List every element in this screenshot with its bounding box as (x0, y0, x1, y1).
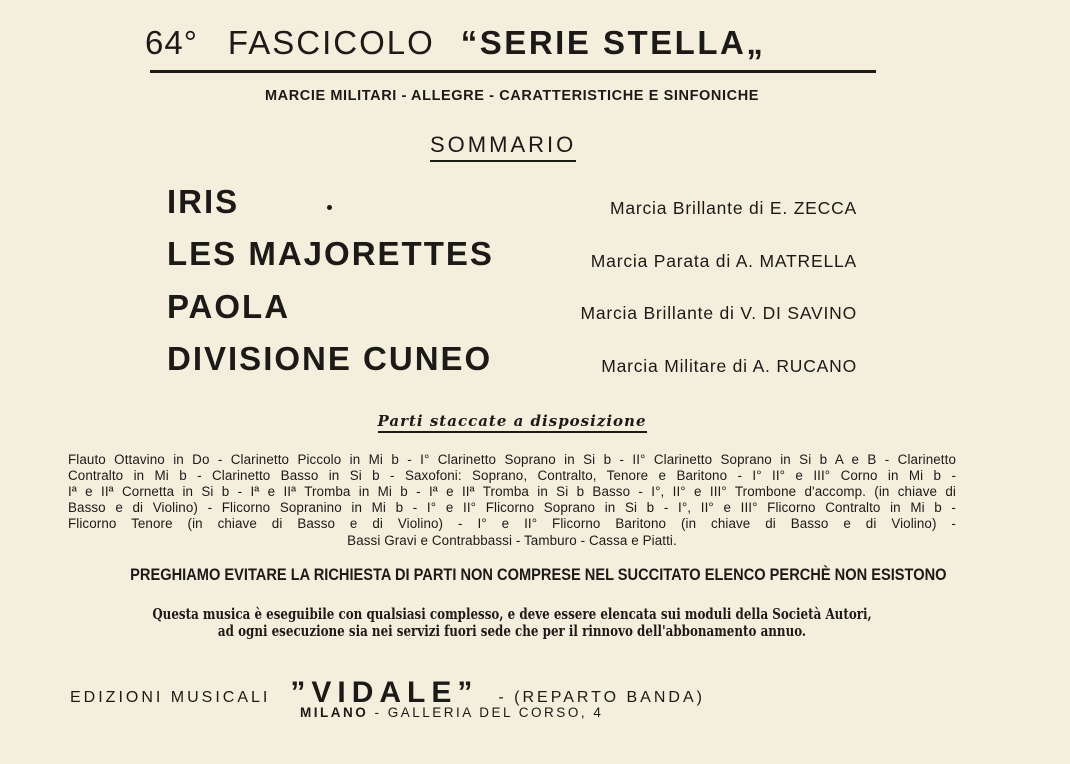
publisher-name: ”VIDALE” (290, 676, 479, 709)
subtitle (0, 88, 1024, 104)
summary-heading: SOMMARIO (430, 132, 576, 162)
city-label: MILANO (300, 705, 369, 720)
issue-number: 64° (145, 24, 198, 61)
parts-heading-text: Parti staccate a disposizione (378, 412, 647, 433)
issue-label: FASCICOLO (227, 24, 435, 61)
page-title (145, 24, 880, 62)
series-name: “SERIE STELLA„ (460, 24, 766, 61)
parts-heading (0, 412, 1024, 430)
warning-text: PREGHIAMO EVITARE LA RICHIESTA DI PARTI NON COMPRESE NEL SUCCITATO ELENCO PERCHÈ NON ESISTONO (130, 565, 947, 584)
editions-label: EDIZIONI MUSICALI (70, 689, 271, 706)
dot-mark (327, 205, 332, 210)
parts-list-line: Bassi Gravi e Contrabbassi - Tamburo - Cassa e Piatti. (347, 533, 677, 548)
toc-entry-title: LES MAJORETTES (167, 235, 494, 272)
toc-entry-description: Marcia Brillante di V. DI SAVINO (580, 303, 857, 323)
parts-list-line: Contralto in Mi b - Clarinetto Basso in Si b - Saxofoni: Soprano, Contralto, Tenore e Baritono - I° II° e III° Corno in Mi b - (68, 468, 956, 483)
street-address: - GALLERIA DEL CORSO, 4 (374, 705, 604, 720)
subtitle-text: MARCIE MILITARI - ALLEGRE - CARATTERISTICHE E SINFONICHE (264, 88, 760, 104)
toc-entry-description: Marcia Parata di A. MATRELLA (590, 251, 857, 271)
parts-list-line: Flauto Ottavino in Do - Clarinetto Piccolo in Mi b - I° Clarinetto Soprano in Si b - II° Clarinetto Soprano in Si b A e B - Clarinetto (68, 452, 956, 467)
toc-entry-description: Marcia Militare di A. RUCANO (601, 356, 857, 376)
toc-entry-title: PAOLA (167, 288, 291, 325)
toc-entry-title: IRIS (167, 183, 240, 220)
performance-note: ad ogni esecuzione sia nei servizi fuori sede che per il rinnovo dell'abbonamento annuo. (217, 623, 807, 640)
toc-entry-description: Marcia Brillante di E. ZECCA (609, 198, 857, 218)
department-label: - (REPARTO BANDA) (498, 689, 705, 706)
parts-list-line: Iª e IIª Cornetta in Si b - Iª e IIª Tromba in Mi b - Iª e IIª Tromba in Si b Basso - I°, II° e III° Trombone d'accomp. (in chiave di (68, 484, 956, 499)
title-rule (150, 70, 876, 73)
publisher-address (300, 705, 603, 720)
toc-entry-title: DIVISIONE CUNEO (167, 340, 493, 377)
parts-list-line: Basso e di Violino) - Flicorno Sopranino in Mi b - I° e II° Flicorno Soprano in Si b - I°, II° e III° Flicorno Contralto in Mi b - (68, 500, 956, 515)
performance-note: Questa musica è eseguibile con qualsiasi complesso, e deve essere elencata sui moduli della Società Autori, (152, 606, 872, 623)
parts-list-line: Flicorno Tenore (in chiave di Basso e di Violino) - I° e II° Flicorno Baritono (in chiave di Basso e di Violino) - (68, 516, 956, 531)
